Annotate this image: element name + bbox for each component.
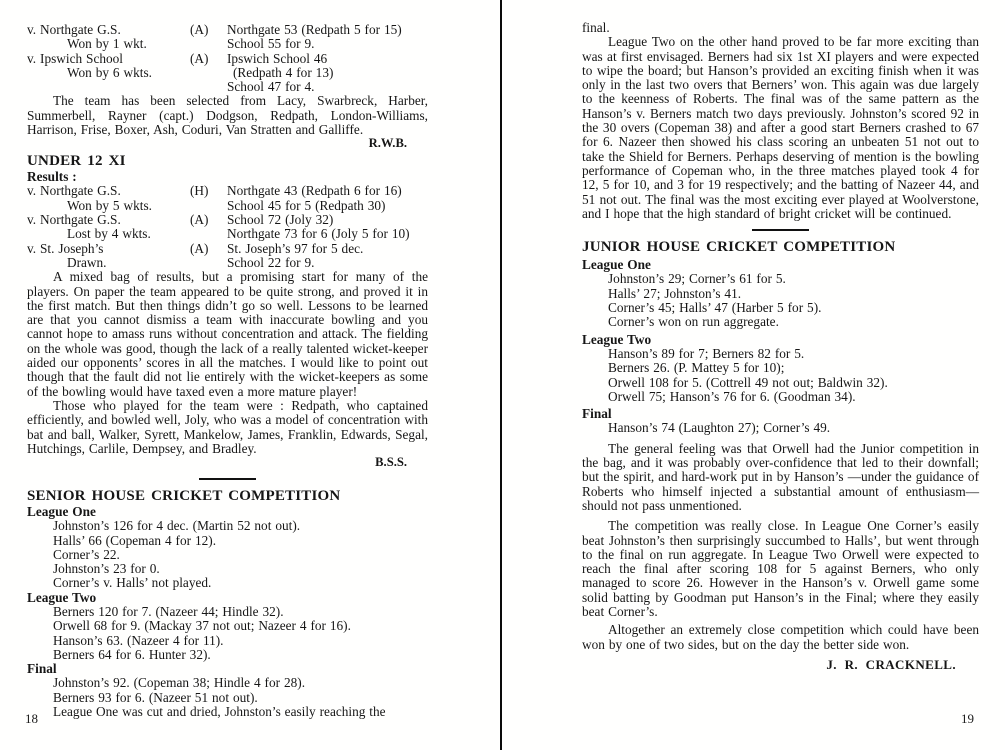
league-result-line: Hanson’s 89 for 7; Berners 82 for 5. <box>608 345 805 361</box>
match-score-line: Northgate 73 for 6 (Joly 5 for 10) <box>227 226 410 242</box>
page-number-18: 18 <box>25 711 38 726</box>
match-opponent: v. Northgate G.S. <box>27 22 121 37</box>
altogether-paragraph: Altogether an extremely close competition which could have been won by one of two sides, but on the day the better side won. <box>582 622 979 652</box>
league-result-line: Corner’s 22. <box>53 546 120 562</box>
results-label: Results : <box>27 169 77 185</box>
page-number-19: 19 <box>961 711 974 726</box>
section-divider-rule <box>752 229 809 231</box>
league-one-label: League One <box>582 257 651 273</box>
page-18 <box>27 23 428 719</box>
signature-cracknell: J. R. CRACKNELL. <box>826 656 956 672</box>
final-label: Final <box>582 406 612 422</box>
league-result-line: Corner’s v. Halls’ not played. <box>53 575 212 591</box>
page-gutter-divider <box>500 0 502 750</box>
signature-bss: B.S.S. <box>375 455 407 470</box>
match-score-line: Ipswich School 46 <box>227 50 328 66</box>
match-venue: (A) <box>190 212 209 228</box>
league-two-paragraph: League Two on the other hand proved to be far more exciting than was at first envisaged. Berners had six 1st XI players and were expected to wipe the board; but Hanson’s provided an exciting finish when it was only in the last two overs that Berners’ won. This again was due largely to the keenness of Roberts. The final was of the same pattern as the Hanson’s v. Berners match two days previously. Johnston’s scored 92 in the 30 overs (Copeman 38) and after a good start Berners crashed to 67 for 6. Nazeer then showed his class scoring an unbeaten 51 not out to take the Shield for Berners. Perhaps deserving of mention is the bowling performance of Copeman who, in the three matches played took 4 for 12, 5 for 10, and 3 for 19 respectively; and the batting of Nazeer 44, and 51 not out. The final was the most exciting ever played at Woolverstone, and I hope that the high standard of bright cricket will be continued. <box>582 34 979 221</box>
match-score-line: Northgate 43 (Redpath 6 for 16) <box>227 183 402 199</box>
match-opponent-outcome <box>27 184 190 213</box>
match-score-line: School 47 for 4. <box>227 79 315 95</box>
match-scores <box>227 213 428 242</box>
final-label: Final <box>27 661 57 677</box>
league-result-line: Orwell 68 for 9. (Mackay 37 not out; Nazeer 4 for 16). <box>53 618 351 634</box>
page-19 <box>582 21 979 672</box>
competition-close-paragraph: The competition was really close. In League One Corner’s easily beat Johnston’s then surprisingly succumbed to Halls’, but went through to the final on run aggregate. In League Two Orwell were expected to reach the final after scoring 108 for 5 against Berners, who only managed to score 26. However in the Hanson’s v. Orwell game some solid batting by Goodman put Hanson’s in the Final; where they easily beat Corner’s. <box>582 518 979 619</box>
league-result-line: Orwell 108 for 5. (Cottrell 49 not out; Baldwin 32). <box>608 374 888 390</box>
match-result-row <box>27 213 428 242</box>
match-score-line: School 55 for 9. <box>227 36 315 52</box>
match-opponent: v. Northgate G.S. <box>27 183 121 199</box>
final-result-line: Berners 93 for 6. (Nazeer 51 not out). <box>53 689 258 705</box>
final-result-line: Hanson’s 74 (Laughton 27); Corner’s 49. <box>608 420 831 436</box>
match-outcome: Won by 6 wkts. <box>67 64 152 80</box>
match-venue: (A) <box>190 240 209 256</box>
match-result-row <box>27 23 428 52</box>
signature-rwb: R.W.B. <box>368 136 407 151</box>
match-opponent-outcome <box>27 242 190 271</box>
match-outcome: Lost by 4 wkts. <box>67 226 151 242</box>
junior-competition-heading: JUNIOR HOUSE CRICKET COMPETITION <box>582 239 896 256</box>
match-scores <box>227 242 428 271</box>
match-score-line: (Redpath 4 for 13) <box>233 64 334 80</box>
match-opponent-outcome <box>27 213 190 242</box>
match-venue: (A) <box>190 22 209 37</box>
match-score-line: School 22 for 9. <box>227 254 315 270</box>
match-opponent-outcome <box>27 23 190 52</box>
league-result-line: Berners 64 for 6. Hunter 32). <box>53 646 211 662</box>
general-feeling-paragraph: The general feeling was that Orwell had the Junior competition in the bag, and it was probably over-confidence that led to their downfall; but the spirit, and hard-work put in by Hanson’s —under the guidance of Roberts who himself injected a substantial amount of enthusiasm—should not pass unmentioned. <box>582 440 979 513</box>
under-12-paragraph-2: Those who played for the team were : Redpath, who captained efficiently, and bowled well, Joly, who was a model of concentration with bat and ball, Walker, Syrett, Mankelow, James, Franklin, Edwards, Segal, Hutchings, Carlile, Dempsey, and Bradley. <box>27 397 428 456</box>
match-venue: (A) <box>190 50 209 66</box>
team-selection-paragraph: The team has been selected from Lacy, Swarbreck, Harber, Summerbell, Rayner (capt.) Dodgson, Redpath, London-Williams, Harrison, Frise, Boxer, Ash, Coduri, Van Stratten and Galliffe. <box>27 93 428 138</box>
match-opponent: v. Ipswich School <box>27 50 123 66</box>
match-scores <box>227 23 428 52</box>
match-outcome: Drawn. <box>67 254 107 270</box>
match-outcome: Won by 5 wkts. <box>67 197 152 213</box>
match-scores <box>227 52 428 95</box>
league-two-label: League Two <box>582 331 652 347</box>
league-two-label: League Two <box>27 589 97 605</box>
league-result-line: Orwell 75; Hanson’s 76 for 6. (Goodman 34). <box>608 388 856 404</box>
section-divider-rule <box>199 478 256 480</box>
match-score-line: Northgate 53 (Redpath 5 for 15) <box>227 22 402 37</box>
match-scores <box>227 184 428 213</box>
match-venue: (H) <box>190 183 209 199</box>
match-result-row <box>27 52 428 95</box>
league-result-line: Corner’s 45; Halls’ 47 (Harber 5 for 5). <box>608 300 822 316</box>
continuation-word: final. <box>582 20 610 35</box>
under-12-paragraph-1: A mixed bag of results, but a promising start for many of the players. On paper the team appeared to be quite strong, and proved it in the first match. But then things didn’t go so well. Lessons to be learned are that you cannot dismiss a team with inaccurate bowling and you cannot hope to amass runs without concentration and attack. The fielding on the whole was good, though the lack of a really talented wicket-keeper aided our opponents’ scores in all the matches. I would like to point out though that the fault did not lie entirely with the wicket-keepers as some of the bowling would have taxed even a more mature player! <box>27 269 428 399</box>
match-opponent: v. St. Joseph’s <box>27 240 104 256</box>
league-result-line: Halls’ 66 (Copeman 4 for 12). <box>53 532 217 548</box>
match-score-line: School 72 (Joly 32) <box>227 212 334 228</box>
league-result-line: Johnston’s 23 for 0. <box>53 561 160 577</box>
match-score-line: School 45 for 5 (Redpath 30) <box>227 197 386 213</box>
league-result-line: Berners 120 for 7. (Nazeer 44; Hindle 32). <box>53 603 284 619</box>
match-result-row <box>27 242 428 271</box>
league-result-line: Johnston’s 29; Corner’s 61 for 5. <box>608 271 786 287</box>
under-12-heading: UNDER 12 XI <box>27 153 126 170</box>
final-result-line: Johnston’s 92. (Copeman 38; Hindle 4 for 28). <box>53 675 306 691</box>
match-outcome: Won by 1 wkt. <box>67 36 147 52</box>
continuation-line: League One was cut and dried, Johnston’s easily reaching the <box>53 704 386 720</box>
league-one-label: League One <box>27 503 96 519</box>
league-result-line: Berners 26. (P. Mattey 5 for 10); <box>608 360 785 376</box>
match-result-row <box>27 184 428 213</box>
senior-competition-heading: SENIOR HOUSE CRICKET COMPETITION <box>27 487 341 504</box>
league-result-line: Halls’ 27; Johnston’s 41. <box>608 285 742 301</box>
match-opponent: v. Northgate G.S. <box>27 212 121 228</box>
league-result-line: Corner’s won on run aggregate. <box>608 314 779 330</box>
match-score-line: St. Joseph’s 97 for 5 dec. <box>227 240 364 256</box>
league-result-line: Hanson’s 63. (Nazeer 4 for 11). <box>53 632 224 648</box>
match-opponent-outcome <box>27 52 190 95</box>
league-result-line: Johnston’s 126 for 4 dec. (Martin 52 not out). <box>53 518 301 534</box>
